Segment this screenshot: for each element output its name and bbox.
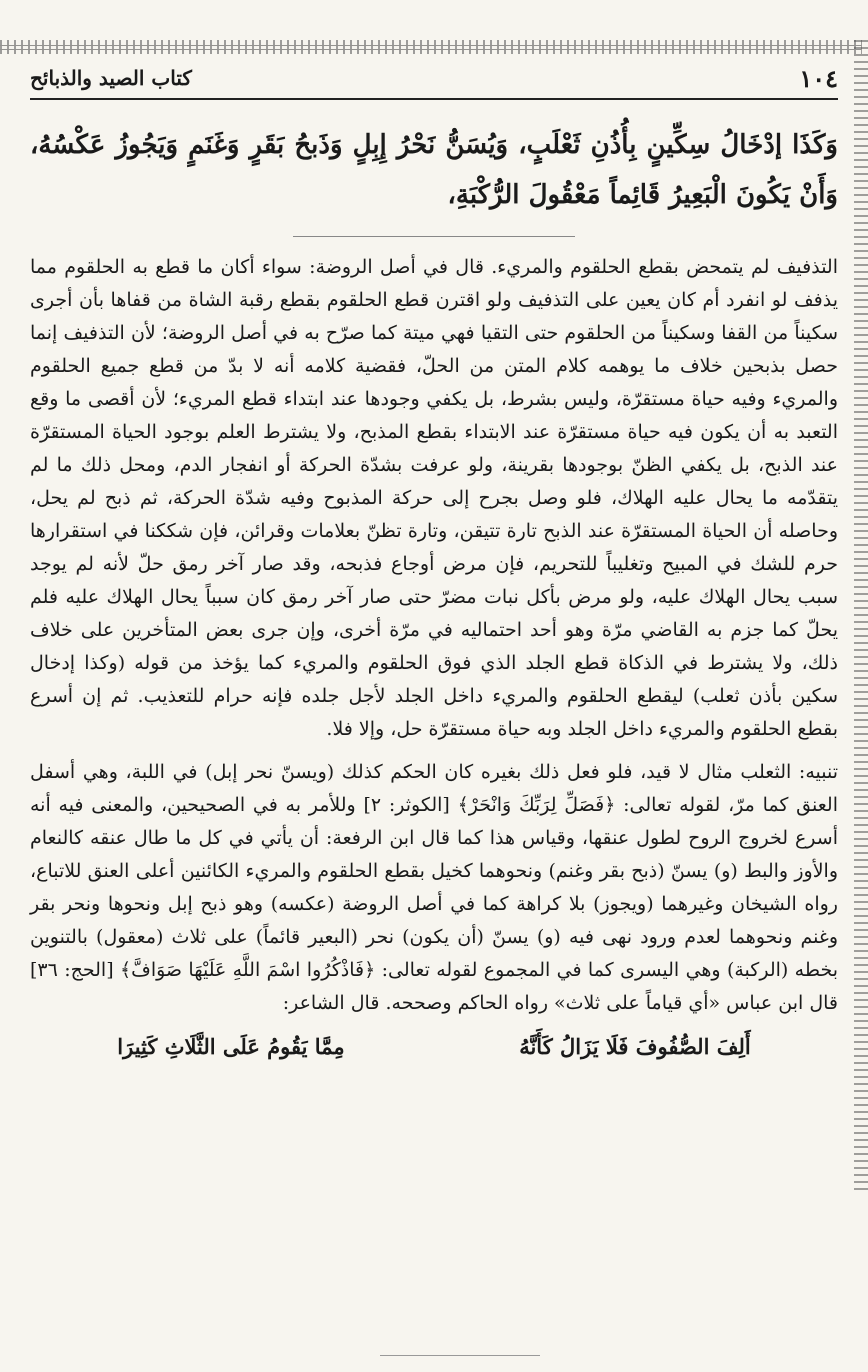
main-text: وَكَذَا إدْخَالُ سِكِّينٍ بِأُذُنِ ثَعْلَبٍ، وَيُسَنُّ نَحْرُ إِبِلٍ وَذَبحُ بَقَرٍ وَغَنَمٍ وَيَجُوزُ عَكْسُهُ، وَأَنْ يَكُونَ الْبَعِيرُ قَائِماً مَعْقُولَ الرُّكْبَةِ، [30,130,838,210]
commentary-paragraph-2: تنبيه: الثعلب مثال لا قيد، فلو فعل ذلك بغيره كان الحكم كذلك (ويسنّ نحر إبل) في اللبة، وهي أسفل العنق كما مرّ، لقوله تعالى: ﴿فَصَلِّ لِرَبِّكَ وَانْحَرْ﴾ [الكوثر: ٢] وللأمر به في الصحيحين، والمعنى فيه أنه أسرع لخروج الروح لطول عنقها، وقياس هذا كما قال ابن الرفعة: أن يأتي في كل ما طال عنقه كالنعام والأوز والبط (و) يسنّ (ذبح بقر وغنم) ونحوهما كخيل بقطع الحلقوم والمريء الكائنين أعلى العنق للاتباع، رواه الشيخان وغيرهما (ويجوز) بلا كراهة كما في أصل الروضة (عكسه) وهو ذبح إبل ونحوها ونحر بقر وغنم ونحوهما لعدم ورود نهى فيه (و) يسنّ (أن يكون) نحر (البعير قائماً) على ثلاث (معقول) بالتنوين بخطه (الركبة) وهي اليسرى كما في المجموع لقوله تعالى: ﴿فَاذْكُرُوا اسْمَ اللَّهِ عَلَيْهَا صَوَافَّ﴾ [الحج: ٣٦] قال ابن عباس «أي قياماً على ثلاث» رواه الحاكم وصححه. قال الشاعر: [30,761,838,1014]
decorative-border-right [854,40,868,1190]
page-number: ١٠٤ [799,63,838,93]
footer-rule [380,1355,540,1356]
commentary-paragraph-1: التذفيف لم يتمحض بقطع الحلقوم والمريء. قال في أصل الروضة: سواء أكان ما قطع به الحلقوم مما يذفف لو انفرد أم كان يعين على التذفيف ولو اقترن قطع الحلقوم بقطع رقبة الشاة من قفاها بأن أجرى سكيناً من القفا وسكيناً من الحلقوم حتى التقيا فهي ميتة كما صرّح به في أصل الروضة؛ لأن التذفيف إنما حصل بذبحين خلاف ما يوهمه كلام المتن من الحلّ، فقضية كلامه أنه لا بدّ من قطع جميع الحلقوم والمريء وفيه حياة مستقرّة، وليس بشرط، بل يكفي وجودها عند ابتداء قطع المريء؛ لأن أقصى ما وقع التعبد به أن يكون فيه حياة مستقرّة عند الابتداء بقطع المذبح، ولا يشترط العلم بوجود الحياة المستقرّة عند الذبح، بل يكفي الظنّ بوجودها بقرينة، ولو عرفت بشدّة الحركة أو انفجار الدم، ومحل ذلك ما لم يتقدّمه ما يحال عليه الهلاك، فلو وصل بجرح إلى حركة المذبوح وفيه شدّة الحركة، ثم ذبح لم يحل، وحاصله أن الحياة المستقرّة عند الذبح تارة تتيقن، وتارة تظنّ بعلامات وقرائن، فإن شككنا في استقرارها حرم للشك في المبيح وتغليباً للتحريم، فإن مرض أوجاع فذبحه، وقد صار آخر رمق حلّ لأنه لم يوجد سبب يحال الهلاك عليه، ولو مرض بأكل نبات مضرّ حتى صار آخر رمق كان سبباً يحال الهلاك عليه فلم يحلّ كما جزم به القاضي مرّة وهو أحد احتماليه في مرّة أخرى، وإن جرى بعض المتأخرين على خلاف ذلك، ولا يشترط في الذكاة قطع الجلد الذي فوق الحلقوم والمريء كما يؤخذ من قوله (وكذا إدخال سكين بأذن ثعلب) ليقطع الحلقوم والمريء داخل الجلد لأجل جلده فإنه حرام للتعذيب. ثم إن أسرع بقطع الحلقوم والمريء داخل الجلد وبه حياة مستقرّة حل، وإلا فلا. [30,256,838,740]
poetry-verse [30,1030,838,1063]
decorative-border-top [0,40,862,54]
book-title: كتاب الصيد والذبائح [30,66,192,90]
section-divider [293,236,576,237]
verse-first-hemistich: أَلِفَ الصُّفُوفَ فَلَا يَزَالُ كَأَنَّهُ [519,1034,751,1059]
book-page [30,58,838,1063]
commentary [30,251,838,1063]
verse-second-hemistich: مِمَّا يَقُومُ عَلَى الثَّلَاثِ كَثِيرَا [117,1034,345,1059]
page-header [30,58,838,100]
